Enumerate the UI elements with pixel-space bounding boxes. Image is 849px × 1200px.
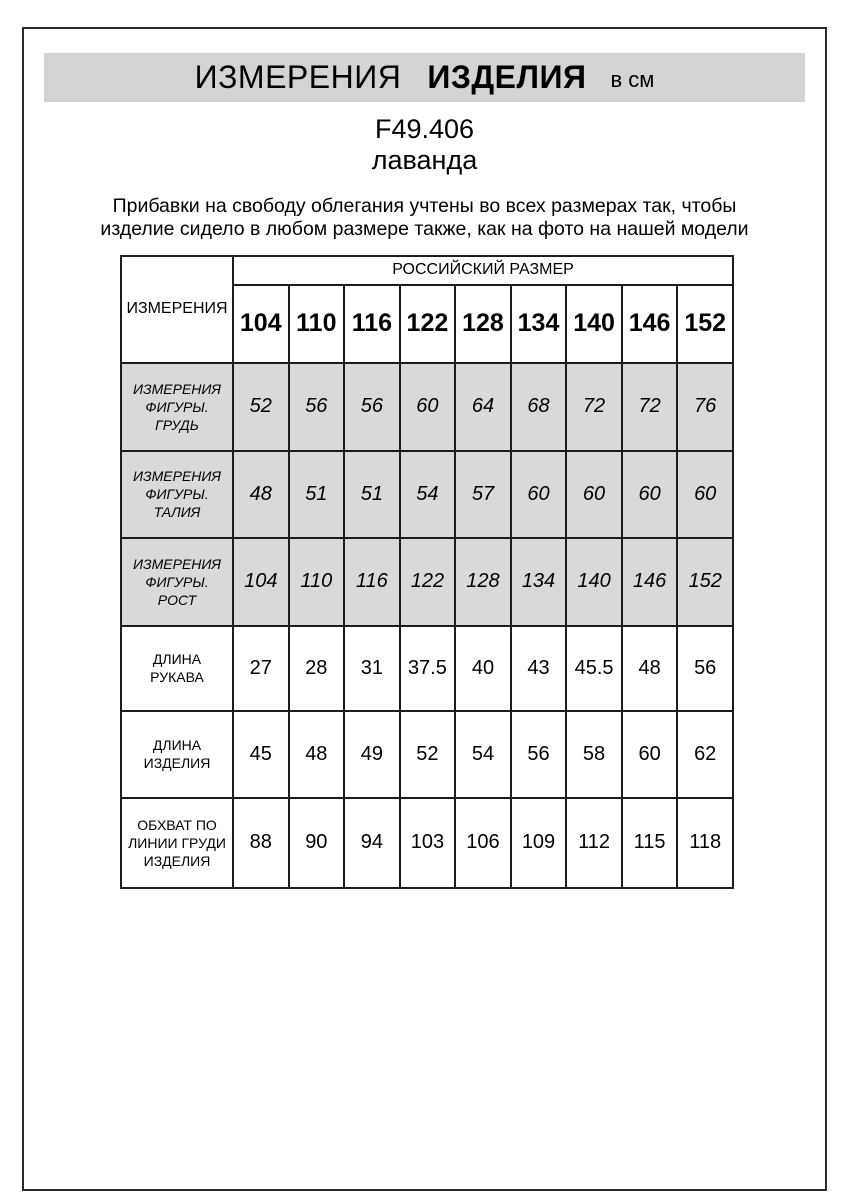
- value-cell: 45.5: [566, 626, 622, 711]
- value-cell: 152: [677, 538, 733, 626]
- value-cell: 54: [455, 711, 511, 798]
- value-cell: 68: [511, 363, 567, 451]
- size-header-cell: 122: [400, 285, 456, 363]
- value-cell: 56: [511, 711, 567, 798]
- value-cell: 122: [400, 538, 456, 626]
- value-cell: 37.5: [400, 626, 456, 711]
- value-cell: 60: [511, 451, 567, 538]
- value-cell: 48: [622, 626, 678, 711]
- value-cell: 56: [289, 363, 345, 451]
- value-cell: 51: [289, 451, 345, 538]
- title-bar: [44, 53, 805, 102]
- value-cell: 112: [566, 798, 622, 888]
- value-cell: 128: [455, 538, 511, 626]
- value-cell: 106: [455, 798, 511, 888]
- value-cell: 60: [566, 451, 622, 538]
- title-measurements: ИЗМЕРЕНИЯ: [194, 59, 402, 95]
- value-cell: 146: [622, 538, 678, 626]
- value-cell: 48: [289, 711, 345, 798]
- value-cell: 103: [400, 798, 456, 888]
- row-label: ИЗМЕРЕНИЯ ФИГУРЫ. РОСТ: [121, 538, 233, 626]
- size-header-cell: 116: [344, 285, 400, 363]
- value-cell: 56: [677, 626, 733, 711]
- value-cell: 56: [344, 363, 400, 451]
- value-cell: 54: [400, 451, 456, 538]
- value-cell: 57: [455, 451, 511, 538]
- value-cell: 60: [400, 363, 456, 451]
- size-header-cell: 146: [622, 285, 678, 363]
- value-cell: 72: [566, 363, 622, 451]
- color-name: лаванда: [371, 145, 478, 176]
- row-label: ОБХВАТ ПО ЛИНИИ ГРУДИ ИЗДЕЛИЯ: [121, 798, 233, 888]
- table-row: [121, 451, 733, 538]
- size-header-cell: 140: [566, 285, 622, 363]
- value-cell: 48: [233, 451, 289, 538]
- row-label: ИЗМЕРЕНИЯ ФИГУРЫ. ГРУДЬ: [121, 363, 233, 451]
- row-label: ДЛИНА РУКАВА: [121, 626, 233, 711]
- value-cell: 134: [511, 538, 567, 626]
- value-cell: 31: [344, 626, 400, 711]
- fit-note: Прибавки на свободу облегания учтены во всех размерах так, чтобы изделие сидело в любом размере также, как на фото на нашей модели: [100, 195, 749, 241]
- value-cell: 72: [622, 363, 678, 451]
- value-cell: 28: [289, 626, 345, 711]
- value-cell: 52: [400, 711, 456, 798]
- value-cell: 109: [511, 798, 567, 888]
- value-cell: 49: [344, 711, 400, 798]
- size-table: [120, 255, 734, 889]
- value-cell: 60: [622, 451, 678, 538]
- value-cell: 90: [289, 798, 345, 888]
- value-cell: 43: [511, 626, 567, 711]
- value-cell: 88: [233, 798, 289, 888]
- size-group-row: [121, 256, 733, 285]
- value-cell: 27: [233, 626, 289, 711]
- value-cell: 45: [233, 711, 289, 798]
- size-header-cell: 104: [233, 285, 289, 363]
- title-product: ИЗДЕЛИЯ: [427, 59, 587, 95]
- value-cell: 60: [677, 451, 733, 538]
- value-cell: 116: [344, 538, 400, 626]
- page-frame: [22, 27, 827, 1191]
- value-cell: 52: [233, 363, 289, 451]
- value-cell: 51: [344, 451, 400, 538]
- size-header-cell: 134: [511, 285, 567, 363]
- value-cell: 60: [622, 711, 678, 798]
- value-cell: 94: [344, 798, 400, 888]
- table-row: [121, 626, 733, 711]
- row-label: ИЗМЕРЕНИЯ ФИГУРЫ. ТАЛИЯ: [121, 451, 233, 538]
- table-row: [121, 363, 733, 451]
- table-row: [121, 798, 733, 888]
- size-header-cell: 128: [455, 285, 511, 363]
- row-label: ДЛИНА ИЗДЕЛИЯ: [121, 711, 233, 798]
- value-cell: 40: [455, 626, 511, 711]
- value-cell: 64: [455, 363, 511, 451]
- table-row: [121, 711, 733, 798]
- value-cell: 110: [289, 538, 345, 626]
- size-header-cell: 110: [289, 285, 345, 363]
- table-row: [121, 538, 733, 626]
- value-cell: 140: [566, 538, 622, 626]
- article-code: F49.406: [374, 114, 475, 144]
- russian-size-header: РОССИЙСКИЙ РАЗМЕР: [233, 256, 733, 285]
- value-cell: 104: [233, 538, 289, 626]
- value-cell: 76: [677, 363, 733, 451]
- value-cell: 58: [566, 711, 622, 798]
- value-cell: 118: [677, 798, 733, 888]
- title-units: в см: [610, 66, 655, 92]
- value-cell: 62: [677, 711, 733, 798]
- value-cell: 115: [622, 798, 678, 888]
- measurements-column-header: ИЗМЕРЕНИЯ: [121, 256, 233, 363]
- size-header-cell: 152: [677, 285, 733, 363]
